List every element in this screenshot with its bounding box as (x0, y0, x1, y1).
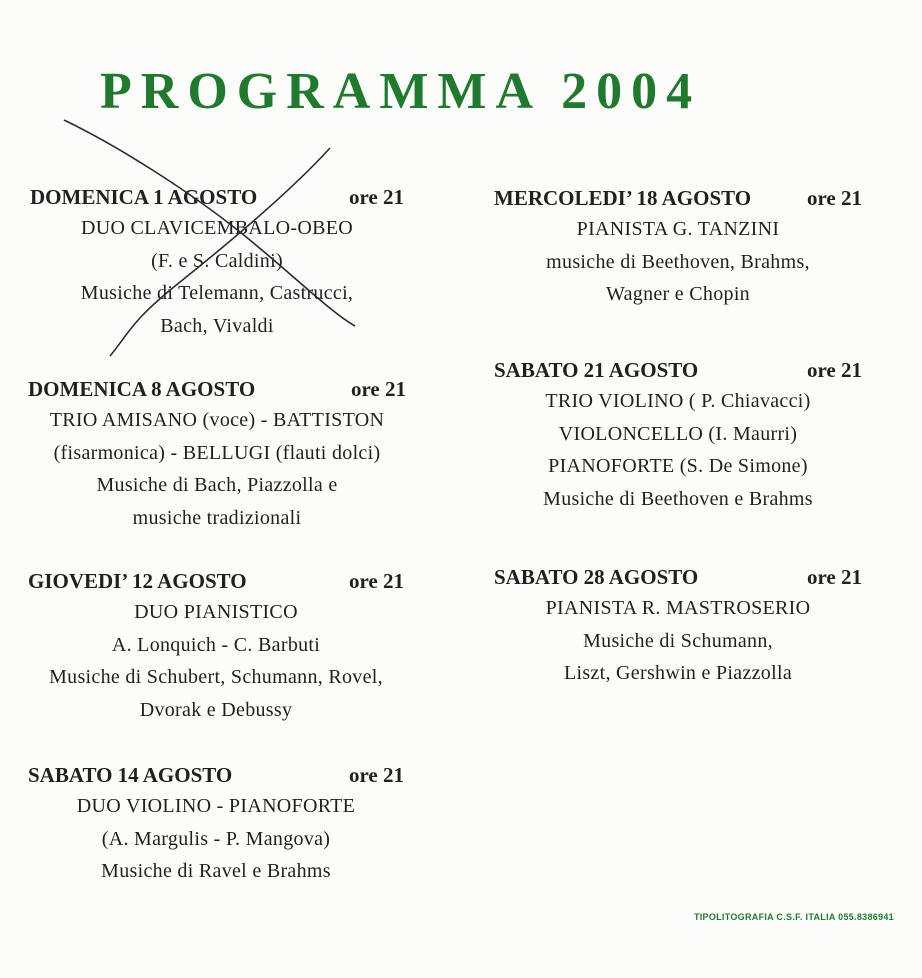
event-line: DUO CLAVICEMBALO-OBEO (80, 217, 354, 239)
event-block (28, 374, 406, 534)
event-line: A. Lonquich - C. Barbuti (111, 633, 321, 656)
event-header (28, 374, 406, 404)
event-line: PIANISTA R. MASTROSERIO (545, 597, 811, 619)
event-line: Musiche di Schumann, (583, 629, 773, 652)
event-date: DOMENICA 1 AGOSTO (30, 185, 258, 209)
event-time: ore 21 (348, 763, 404, 787)
event-block (30, 182, 404, 342)
event-line: VIOLONCELLO (I. Maurri) (558, 422, 798, 445)
event-line: Wagner e Chopin (606, 283, 750, 305)
event-date: MERCOLEDI’ 18 AGOSTO (494, 186, 752, 210)
printer-credit: TIPOLITOGRAFIA C.S.F. ITALIA 055.8386941 (693, 912, 894, 922)
event-line: Musiche di Bach, Piazzolla e (96, 474, 338, 496)
event-header (494, 355, 862, 385)
event-block (494, 562, 862, 690)
event-block (28, 760, 404, 888)
event-date: DOMENICA 8 AGOSTO (28, 377, 256, 401)
event-line: TRIO VIOLINO ( P. Chiavacci) (545, 390, 811, 412)
event-line: Musiche di Beethoven e Brahms (543, 487, 813, 510)
event-block (28, 566, 404, 726)
event-line: (A. Margulis - P. Mangova) (101, 827, 331, 850)
event-header (494, 183, 862, 213)
event-date: SABATO 21 AGOSTO (494, 358, 699, 382)
event-block (494, 355, 862, 515)
event-time: ore 21 (806, 358, 862, 382)
event-line: Liszt, Gershwin e Piazzolla (563, 662, 793, 684)
event-header (494, 562, 862, 592)
event-header (28, 566, 404, 596)
event-line: DUO PIANISTICO (134, 601, 298, 623)
event-date: SABATO 28 AGOSTO (494, 565, 699, 589)
event-line: Musiche di Ravel e Brahms (101, 860, 331, 882)
event-line: TRIO AMISANO (voce) - BATTISTON (49, 409, 385, 431)
event-date: SABATO 14 AGOSTO (28, 763, 233, 787)
event-line: Musiche di Schubert, Schumann, Rovel, (49, 666, 383, 688)
event-line: musiche di Beethoven, Brahms, (546, 250, 810, 273)
page-title: PROGRAMMA 2004 (100, 63, 702, 120)
event-line: DUO VIOLINO - PIANOFORTE (76, 795, 356, 817)
event-line: (fisarmonica) - BELLUGI (flauti dolci) (53, 441, 381, 464)
event-line: (F. e S. Caldini) (151, 249, 283, 272)
event-time: ore 21 (806, 565, 862, 589)
event-time: ore 21 (350, 377, 406, 401)
event-line: PIANOFORTE (S. De Simone) (548, 455, 808, 477)
event-line: Dvorak e Debussy (139, 698, 293, 721)
event-line: musiche tradizionali (132, 506, 302, 529)
event-time: ore 21 (348, 569, 404, 593)
event-block (494, 183, 862, 311)
event-line: PIANISTA G. TANZINI (576, 218, 780, 240)
event-time: ore 21 (348, 185, 404, 209)
event-header (30, 182, 404, 212)
event-header (28, 760, 404, 790)
event-line: Musiche di Telemann, Castrucci, (80, 282, 354, 304)
event-date: GIOVEDI’ 12 AGOSTO (28, 569, 247, 593)
event-time: ore 21 (806, 186, 862, 210)
event-line: Bach, Vivaldi (160, 314, 274, 337)
